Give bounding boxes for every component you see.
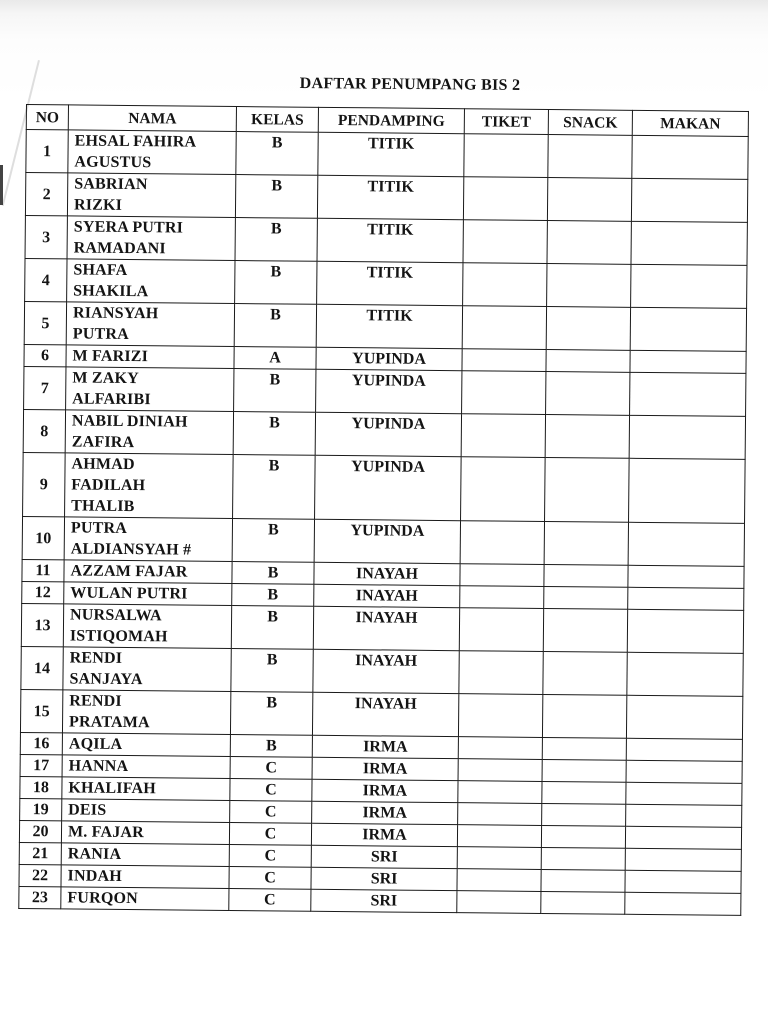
passenger-chaperone: SRI bbox=[311, 867, 457, 890]
passenger-name-line: AHMAD bbox=[71, 455, 135, 474]
passenger-class: B bbox=[231, 648, 313, 692]
passenger-name-line: RANIA bbox=[67, 845, 122, 863]
table-row bbox=[22, 516, 744, 566]
passenger-class: B bbox=[235, 175, 317, 219]
snack-cell bbox=[542, 694, 626, 738]
passenger-name-line: SYERA PUTRI bbox=[73, 218, 184, 237]
passenger-name bbox=[64, 560, 232, 584]
passenger-name-line: KHALIFAH bbox=[68, 779, 157, 798]
ticket-cell bbox=[457, 891, 541, 914]
row-number: 2 bbox=[25, 173, 67, 216]
snack-cell bbox=[548, 135, 632, 179]
passenger-chaperone: YUPINDA bbox=[315, 412, 461, 456]
ticket-cell bbox=[460, 521, 544, 565]
snack-cell bbox=[544, 586, 628, 609]
passenger-name-line: NURSALWA bbox=[70, 606, 162, 625]
meal-cell bbox=[627, 609, 743, 653]
passenger-name bbox=[61, 821, 229, 845]
passenger-chaperone: IRMA bbox=[311, 823, 457, 846]
snack-cell bbox=[545, 415, 629, 459]
row-number: 16 bbox=[20, 732, 62, 754]
meal-cell bbox=[625, 870, 741, 893]
meal-cell bbox=[626, 738, 742, 761]
table-row bbox=[20, 689, 742, 739]
table-row bbox=[21, 603, 743, 653]
passenger-name-line: FURQON bbox=[67, 889, 138, 908]
passenger-table-wrapper bbox=[18, 104, 749, 916]
passenger-class: B bbox=[236, 132, 318, 176]
row-number: 4 bbox=[25, 258, 67, 301]
header-kelas: KELAS bbox=[236, 107, 318, 133]
header-snack: SNACK bbox=[548, 110, 632, 136]
passenger-name-line: M ZAKY bbox=[72, 369, 139, 388]
meal-cell bbox=[630, 307, 746, 351]
passenger-name-line: EHSAL FAHIRA bbox=[74, 132, 197, 151]
meal-cell bbox=[630, 350, 746, 373]
ticket-cell bbox=[463, 263, 547, 307]
ticket-cell bbox=[462, 349, 546, 372]
passenger-name-line: SHAKILA bbox=[73, 282, 149, 301]
table-row bbox=[25, 173, 747, 223]
snack-cell bbox=[545, 457, 630, 522]
passenger-chaperone: TITIK bbox=[317, 218, 463, 262]
passenger-name-line: PUTRA bbox=[72, 325, 129, 343]
passenger-class: C bbox=[229, 888, 311, 911]
snack-cell bbox=[541, 847, 625, 870]
passenger-name-line: RAMADANI bbox=[73, 239, 166, 258]
passenger-name-line: AZZAM FAJAR bbox=[70, 562, 188, 581]
passenger-class: B bbox=[232, 583, 314, 606]
passenger-name-line: HANNA bbox=[68, 757, 129, 776]
table-row bbox=[23, 409, 745, 459]
row-number: 17 bbox=[20, 754, 62, 776]
meal-cell bbox=[631, 178, 747, 222]
snack-cell bbox=[546, 350, 630, 373]
row-number: 10 bbox=[22, 516, 64, 559]
ticket-cell bbox=[460, 586, 544, 609]
passenger-chaperone: YUPINDA bbox=[316, 369, 462, 413]
passenger-name bbox=[65, 410, 233, 455]
ticket-cell bbox=[460, 564, 544, 587]
ticket-cell bbox=[458, 781, 542, 804]
row-number: 22 bbox=[19, 864, 61, 886]
meal-cell bbox=[631, 221, 747, 265]
snack-cell bbox=[546, 307, 630, 351]
passenger-name bbox=[61, 865, 229, 889]
table-row bbox=[24, 366, 746, 416]
passenger-name-line: SABRIAN bbox=[74, 175, 148, 194]
passenger-name-line: RIZKI bbox=[73, 196, 123, 214]
passenger-chaperone: INAYAH bbox=[313, 649, 459, 693]
table-body bbox=[19, 130, 748, 916]
ticket-cell bbox=[462, 306, 546, 350]
passenger-chaperone: SRI bbox=[311, 845, 457, 868]
passenger-class: C bbox=[230, 800, 312, 823]
meal-cell bbox=[629, 415, 745, 459]
header-pendamping: PENDAMPING bbox=[318, 107, 464, 133]
row-number: 14 bbox=[21, 646, 63, 689]
header-tiket: TIKET bbox=[464, 109, 548, 135]
passenger-name-line: M FARIZI bbox=[72, 347, 149, 366]
snack-cell bbox=[544, 521, 628, 565]
row-number: 18 bbox=[20, 776, 62, 798]
passenger-name-line: SHAFA bbox=[73, 261, 128, 279]
snack-cell bbox=[541, 869, 625, 892]
ticket-cell bbox=[463, 220, 547, 264]
passenger-name bbox=[61, 843, 229, 867]
passenger-name bbox=[67, 173, 235, 218]
passenger-name bbox=[66, 345, 234, 369]
snack-cell bbox=[542, 737, 626, 760]
passenger-class: B bbox=[232, 519, 314, 563]
passenger-name bbox=[62, 799, 230, 823]
passenger-name bbox=[68, 130, 236, 175]
ticket-cell bbox=[459, 651, 543, 695]
passenger-name bbox=[66, 367, 234, 412]
paper-edge-mark bbox=[0, 165, 3, 205]
header-no: NO bbox=[26, 105, 68, 130]
passenger-chaperone: IRMA bbox=[312, 735, 458, 758]
row-number: 5 bbox=[24, 301, 66, 344]
snack-cell bbox=[543, 651, 627, 695]
passenger-name bbox=[62, 690, 230, 735]
meal-cell bbox=[626, 760, 742, 783]
ticket-cell bbox=[459, 608, 543, 652]
passenger-name bbox=[62, 777, 230, 801]
passenger-class: C bbox=[229, 822, 311, 845]
snack-cell bbox=[544, 564, 628, 587]
row-number: 13 bbox=[21, 603, 63, 646]
meal-cell bbox=[629, 458, 746, 523]
snack-cell bbox=[547, 221, 631, 265]
row-number: 11 bbox=[22, 559, 64, 581]
snack-cell bbox=[541, 891, 625, 914]
snack-cell bbox=[546, 372, 630, 416]
snack-cell bbox=[542, 781, 626, 804]
row-number: 20 bbox=[19, 820, 61, 842]
table-row bbox=[26, 130, 748, 180]
passenger-name bbox=[62, 733, 230, 757]
table-row bbox=[25, 215, 747, 265]
passenger-class: B bbox=[232, 561, 314, 584]
snack-cell bbox=[542, 803, 626, 826]
passenger-name bbox=[67, 216, 235, 261]
passenger-name-line: ZAFIRA bbox=[71, 433, 135, 452]
passenger-name-line: RIANSYAH bbox=[72, 304, 159, 323]
passenger-name-line: ISTIQOMAH bbox=[69, 627, 168, 646]
passenger-name-line: M. FAJAR bbox=[67, 823, 145, 842]
meal-cell bbox=[626, 804, 742, 827]
passenger-name-line: RENDI bbox=[69, 649, 123, 667]
passenger-class: C bbox=[229, 866, 311, 889]
passenger-name bbox=[63, 647, 231, 692]
meal-cell bbox=[628, 587, 744, 610]
passenger-name-line: AGUSTUS bbox=[74, 153, 152, 172]
row-number: 15 bbox=[20, 689, 62, 732]
ticket-cell bbox=[457, 869, 541, 892]
passenger-class: B bbox=[234, 304, 316, 348]
ticket-cell bbox=[461, 457, 546, 522]
passenger-name-line: FADILAH bbox=[71, 476, 146, 495]
passenger-chaperone: TITIK bbox=[316, 304, 462, 348]
passenger-chaperone: IRMA bbox=[312, 757, 458, 780]
passenger-name-line: ALDIANSYAH # bbox=[70, 540, 192, 559]
meal-cell bbox=[631, 264, 747, 308]
ticket-cell bbox=[462, 371, 546, 415]
meal-cell bbox=[628, 565, 744, 588]
passenger-class: B bbox=[235, 261, 317, 305]
passenger-chaperone: YUPINDA bbox=[315, 455, 462, 520]
passenger-class: B bbox=[230, 734, 312, 757]
passenger-chaperone: INAYAH bbox=[314, 584, 460, 607]
table-row bbox=[23, 452, 746, 523]
passenger-name-line: PRATAMA bbox=[68, 713, 150, 732]
snack-cell bbox=[541, 825, 625, 848]
meal-cell bbox=[625, 826, 741, 849]
meal-cell bbox=[632, 135, 748, 179]
passenger-name-line: WULAN PUTRI bbox=[70, 584, 188, 603]
passenger-chaperone: TITIK bbox=[317, 175, 463, 219]
ticket-cell bbox=[458, 737, 542, 760]
passenger-class: C bbox=[230, 778, 312, 801]
row-number: 6 bbox=[24, 344, 66, 366]
passenger-chaperone: YUPINDA bbox=[316, 347, 462, 370]
passenger-class: B bbox=[235, 218, 317, 262]
passenger-chaperone: INAYAH bbox=[312, 692, 458, 736]
ticket-cell bbox=[457, 825, 541, 848]
row-number: 12 bbox=[22, 581, 64, 603]
passenger-name bbox=[61, 887, 229, 911]
ticket-cell bbox=[464, 134, 548, 178]
passenger-chaperone: TITIK bbox=[318, 132, 464, 176]
row-number: 21 bbox=[19, 842, 61, 864]
passenger-name bbox=[62, 755, 230, 779]
passenger-name-line: RENDI bbox=[69, 692, 122, 710]
snack-cell bbox=[547, 264, 631, 308]
ticket-cell bbox=[463, 177, 547, 221]
meal-cell bbox=[626, 695, 742, 739]
passenger-class: B bbox=[234, 369, 316, 413]
passenger-chaperone: IRMA bbox=[312, 779, 458, 802]
passenger-class: B bbox=[230, 691, 312, 735]
passenger-name bbox=[66, 302, 234, 347]
passenger-name-line: INDAH bbox=[67, 867, 123, 885]
row-number: 8 bbox=[23, 409, 65, 452]
meal-cell bbox=[628, 522, 744, 566]
header-nama: NAMA bbox=[68, 105, 236, 132]
passenger-name-line: SANJAYA bbox=[69, 670, 143, 689]
passenger-name-line: THALIB bbox=[71, 497, 135, 516]
row-number: 19 bbox=[20, 798, 62, 820]
meal-cell bbox=[627, 652, 743, 696]
table-row bbox=[24, 301, 746, 351]
passenger-name bbox=[64, 582, 232, 606]
passenger-class: B bbox=[233, 455, 316, 520]
document-title: DAFTAR PENUMPANG BIS 2 bbox=[299, 75, 521, 94]
passenger-class: C bbox=[229, 844, 311, 867]
passenger-class: B bbox=[233, 412, 315, 456]
snack-cell bbox=[543, 608, 627, 652]
passenger-name bbox=[63, 604, 231, 649]
row-number: 23 bbox=[19, 886, 61, 908]
passenger-name-line: DEIS bbox=[68, 801, 107, 819]
passenger-chaperone: INAYAH bbox=[313, 606, 459, 650]
row-number: 1 bbox=[26, 130, 68, 173]
snack-cell bbox=[547, 178, 631, 222]
ticket-cell bbox=[458, 803, 542, 826]
snack-cell bbox=[542, 759, 626, 782]
passenger-chaperone: SRI bbox=[311, 889, 457, 912]
passenger-name-line: NABIL DINIAH bbox=[71, 412, 188, 431]
passenger-class: C bbox=[230, 756, 312, 779]
table-row bbox=[25, 258, 747, 308]
row-number: 9 bbox=[23, 452, 66, 516]
meal-cell bbox=[626, 782, 742, 805]
ticket-cell bbox=[457, 847, 541, 870]
ticket-cell bbox=[458, 759, 542, 782]
table-row bbox=[21, 646, 743, 696]
passenger-name-line: PUTRA bbox=[70, 519, 128, 537]
passenger-class: B bbox=[231, 605, 313, 649]
row-number: 3 bbox=[25, 215, 67, 258]
passenger-chaperone: IRMA bbox=[312, 801, 458, 824]
ticket-cell bbox=[461, 414, 545, 458]
meal-cell bbox=[625, 892, 741, 915]
passenger-name bbox=[64, 517, 232, 562]
passenger-name-line: ALFARIBI bbox=[72, 390, 151, 409]
passenger-chaperone: INAYAH bbox=[314, 562, 460, 585]
ticket-cell bbox=[458, 694, 542, 738]
passenger-class: A bbox=[234, 347, 316, 370]
header-makan: MAKAN bbox=[632, 110, 748, 136]
passenger-name-line: AQILA bbox=[68, 735, 123, 753]
passenger-chaperone: YUPINDA bbox=[314, 519, 460, 563]
meal-cell bbox=[630, 372, 746, 416]
passenger-chaperone: TITIK bbox=[317, 261, 463, 305]
passenger-name bbox=[65, 453, 234, 519]
passenger-name bbox=[67, 259, 235, 304]
passenger-table bbox=[18, 104, 749, 916]
meal-cell bbox=[625, 848, 741, 871]
row-number: 7 bbox=[24, 366, 66, 409]
